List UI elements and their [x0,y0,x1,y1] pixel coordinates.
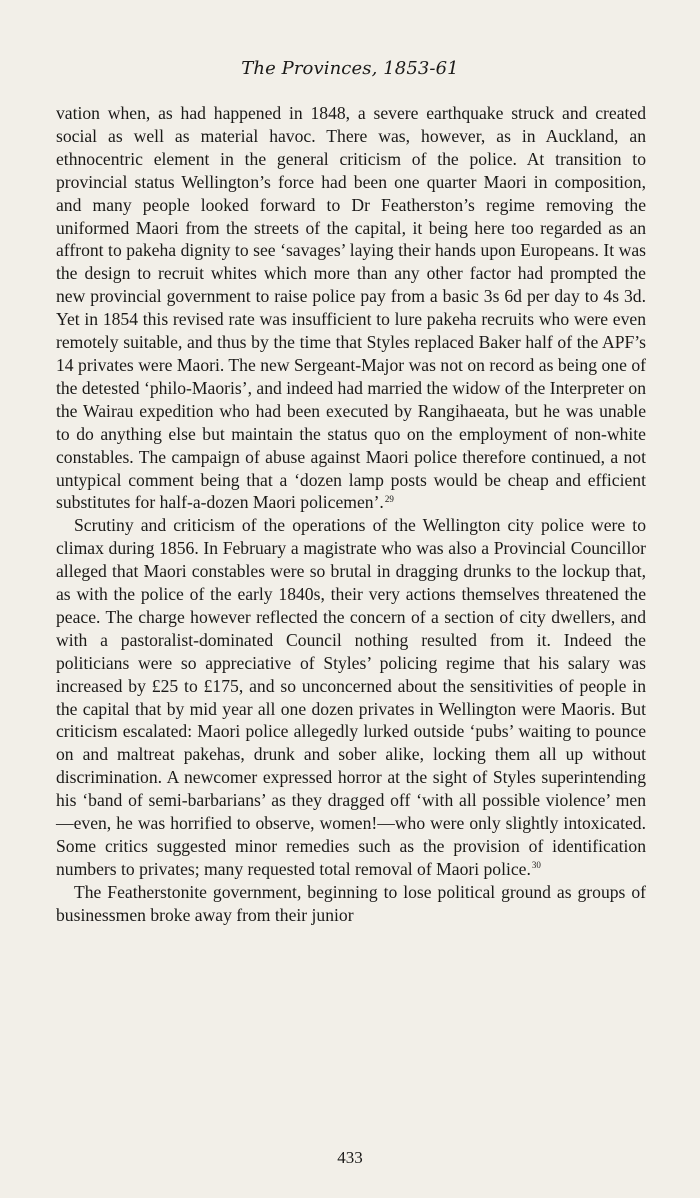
body-text [56,102,646,927]
paragraph-3 [56,881,646,927]
paragraph-1 [56,102,646,514]
paragraph-1-text: vation when, as had happened in 1848, a severe earthquake struck and created social as well as material havoc. There was, however, as in Auckland, an ethnocentric element in the general criticism of the police. At transition to provincial status Wellington’s force had been one quarter Maori in composition, and many people looked forward to Dr Featherston’s regime removing the uniformed Maori from the streets of the capital, it being here too regarded as an affront to pakeha dignity to see ‘savages’ laying their hands upon Europeans. It was the design to recruit whites which more than any other factor had prompted the new provincial government to raise police pay from a basic 3s 6d per day to 4s 3d. Yet in 1854 this revised rate was insufficient to lure pakeha recruits who were even remotely suitable, and thus by the time that Styles replaced Baker half of the APF’s 14 privates were Maori. The new Sergeant-Major was not on record as being one of the detested ‘philo-Maoris’, and indeed had married the widow of the Interpreter on the Wairau expedition who had been executed by Rangihaeata, but he was unable to do anything else but maintain the status quo on the employment of non-white constables. The campaign of abuse against Maori police therefore continued, a not untypical comment being that a ‘dozen lamp posts would be cheap and efficient substitutes for half-a-dozen Maori policemen’. [56,103,646,513]
paragraph-2 [56,514,646,881]
footnote-marker-30: 30 [531,860,541,871]
running-head-title: The Provinces, 1853-61 [241,58,459,79]
paragraph-2-text: Scrutiny and criticism of the operations of the Wellington city police were to climax during 1856. In February a magistrate who was also a Provincial Councillor alleged that Maori constables were so brutal in dragging drunks to the lockup that, as with the police of the early 1840s, their very actions themselves threatened the peace. The charge however reflected the concern of a section of city dwellers, and with a pastoralist-dominated Council nothing resulted from it. Indeed the politicians were so appreciative of Styles’ policing regime that his salary was increased by £25 to £175, and so unconcerned about the sensitivities of people in the capital that by mid year all one dozen privates in Wellington were Maoris. But criticism escalated: Maori police allegedly lurked outside ‘pubs’ waiting to pounce on and maltreat pakehas, drunk and sober alike, locking them all up without discrimination. A newcomer expressed horror at the sight of Styles superintending his ‘band of semi-barbarians’ as they dragged off ‘with all possible violence’ men—even, he was horrified to observe, women!—who were only slightly intoxicated. Some critics suggested minor remedies such as the provision of identification numbers to privates; many requested total removal of Maori police. [56,515,646,879]
page-number: 433 [337,1148,363,1167]
paragraph-3-text: The Featherstonite government, beginning to lose political ground as groups of businessmen broke away from their junior [56,881,646,925]
footnote-marker-29: 29 [384,493,394,504]
